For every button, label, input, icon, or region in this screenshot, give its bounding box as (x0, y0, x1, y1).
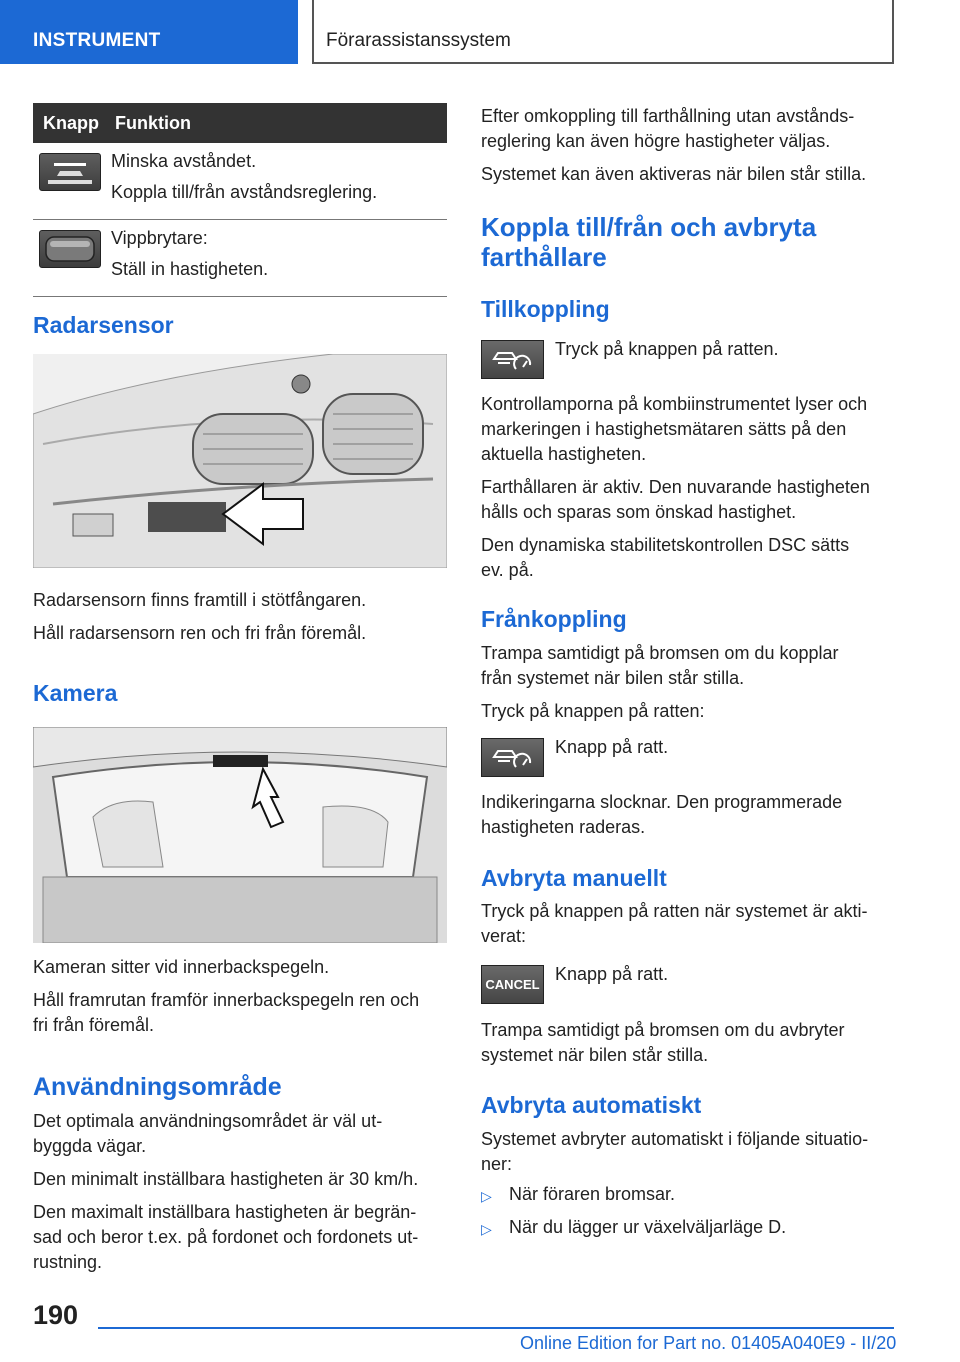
radar-heading: Radarsensor (33, 312, 174, 338)
table-header-funktion: Funktion (111, 103, 447, 143)
usage-text: rustning. (33, 1252, 103, 1272)
off-text: Tryck på knappen på ratten: (481, 701, 705, 721)
header-chapter (312, 0, 894, 64)
on-text: Farthållaren är aktiv. Den nuvarande hastigheten (481, 477, 870, 497)
button-function-table (33, 103, 447, 297)
off-text: hastigheten raderas. (481, 817, 646, 837)
cruise-control-button-icon (481, 340, 544, 379)
distance-reduce-icon (39, 153, 101, 191)
list-item-text: När föraren bromsar. (509, 1184, 676, 1204)
table-cell-text: Vippbrytare: (111, 228, 208, 248)
off-text: från systemet när bilen står stilla. (481, 668, 745, 688)
intro-text: Systemet kan även aktiveras när bilen står stilla. (481, 164, 867, 184)
auto-text: Systemet avbryter automatiskt i följande situatio- (481, 1129, 869, 1149)
table-cell-text: Minska avståndet. (111, 151, 257, 171)
main-heading-line: Koppla till/från och avbryta (481, 212, 817, 242)
header-section (0, 0, 298, 64)
table-header-row (33, 103, 447, 143)
table-row (33, 220, 447, 297)
on-button-text: Tryck på knappen på ratten. (555, 339, 779, 359)
on-text: ev. på. (481, 560, 534, 580)
manual-text: Trampa samtidigt på bromsen om du avbryter (481, 1020, 845, 1040)
header-chapter-label: Förarassistanssystem (326, 30, 511, 51)
table-header-knapp: Knapp (33, 103, 111, 143)
manual-button-text: Knapp på ratt. (555, 964, 669, 984)
triangle-bullet-icon: ▷ (481, 1221, 492, 1237)
main-heading-line: farthållare (481, 242, 607, 272)
auto-text: ner: (481, 1154, 513, 1174)
camera-text: Kameran sitter vid innerbackspegeln. (33, 957, 330, 977)
on-text: hålls och sparas som önskad hastighet. (481, 502, 797, 522)
on-text: Kontrollamporna på kombiinstrumentet lyser och (481, 394, 868, 414)
on-text: aktuella hastigheten. (481, 444, 647, 464)
table-cell-text: Koppla till/från avståndsreglering. (111, 182, 378, 202)
footer-edition: Online Edition for Part no. 01405A040E9 - II/20 (520, 1333, 897, 1353)
off-button-text: Knapp på ratt. (555, 737, 669, 757)
manual-text: systemet när bilen står stilla. (481, 1045, 709, 1065)
usage-text: sad och beror t.ex. på fordonet och fordonets ut- (33, 1227, 419, 1247)
cruise-control-button-icon (481, 738, 544, 777)
intro-text: reglering kan även högre hastigheter väljas. (481, 131, 831, 151)
camera-text: fri från föremål. (33, 1015, 155, 1035)
cancel-button-icon: CANCEL (481, 965, 544, 1004)
usage-text: byggda vägar. (33, 1136, 147, 1156)
intro-text: Efter omkoppling till farthållning utan avstånds- (481, 106, 855, 126)
off-heading: Frånkoppling (481, 606, 627, 632)
camera-text: Håll framrutan framför innerbackspegeln ren och (33, 990, 420, 1010)
usage-text: Det optimala användningsområdet är väl ut- (33, 1111, 383, 1131)
manual-text: Tryck på knappen på ratten när systemet är akti- (481, 901, 868, 921)
on-text: markeringen i hastighetsmätaren sätts på den (481, 419, 847, 439)
radar-text: Radarsensorn finns framtill i stötfångaren. (33, 590, 367, 610)
header-section-label: INSTRUMENT (33, 30, 161, 51)
usage-text: Den maximalt inställbara hastigheten är begrän- (33, 1202, 417, 1222)
auto-heading: Avbryta automatiskt (481, 1092, 702, 1118)
manual-text: verat: (481, 926, 527, 946)
table-cell-text: Ställ in hastigheten. (111, 259, 269, 279)
camera-heading: Kamera (33, 680, 118, 706)
table-row (33, 143, 447, 220)
on-text: Den dynamiska stabilitetskontrollen DSC sätts (481, 535, 850, 555)
radar-text: Håll radarsensorn ren och fri från föremål. (33, 623, 367, 643)
usage-text: Den minimalt inställbara hastigheten är 30 km/h. (33, 1169, 419, 1189)
page-number: 190 (33, 1300, 79, 1330)
rocker-switch-icon (39, 230, 101, 268)
usage-heading: Användningsområde (33, 1073, 282, 1101)
list-item-text: När du lägger ur växelväljarläge D. (509, 1217, 787, 1237)
footer-rule (98, 1327, 894, 1329)
list-item (481, 1184, 676, 1205)
camera-image (33, 727, 447, 943)
list-item (481, 1217, 787, 1238)
on-heading: Tillkoppling (481, 296, 610, 322)
triangle-bullet-icon: ▷ (481, 1188, 492, 1204)
radar-sensor-image (33, 354, 447, 568)
main-heading (481, 212, 816, 272)
off-text: Indikeringarna slocknar. Den programmerade (481, 792, 843, 812)
manual-heading: Avbryta manuellt (481, 865, 667, 891)
off-text: Trampa samtidigt på bromsen om du kopplar (481, 643, 839, 663)
